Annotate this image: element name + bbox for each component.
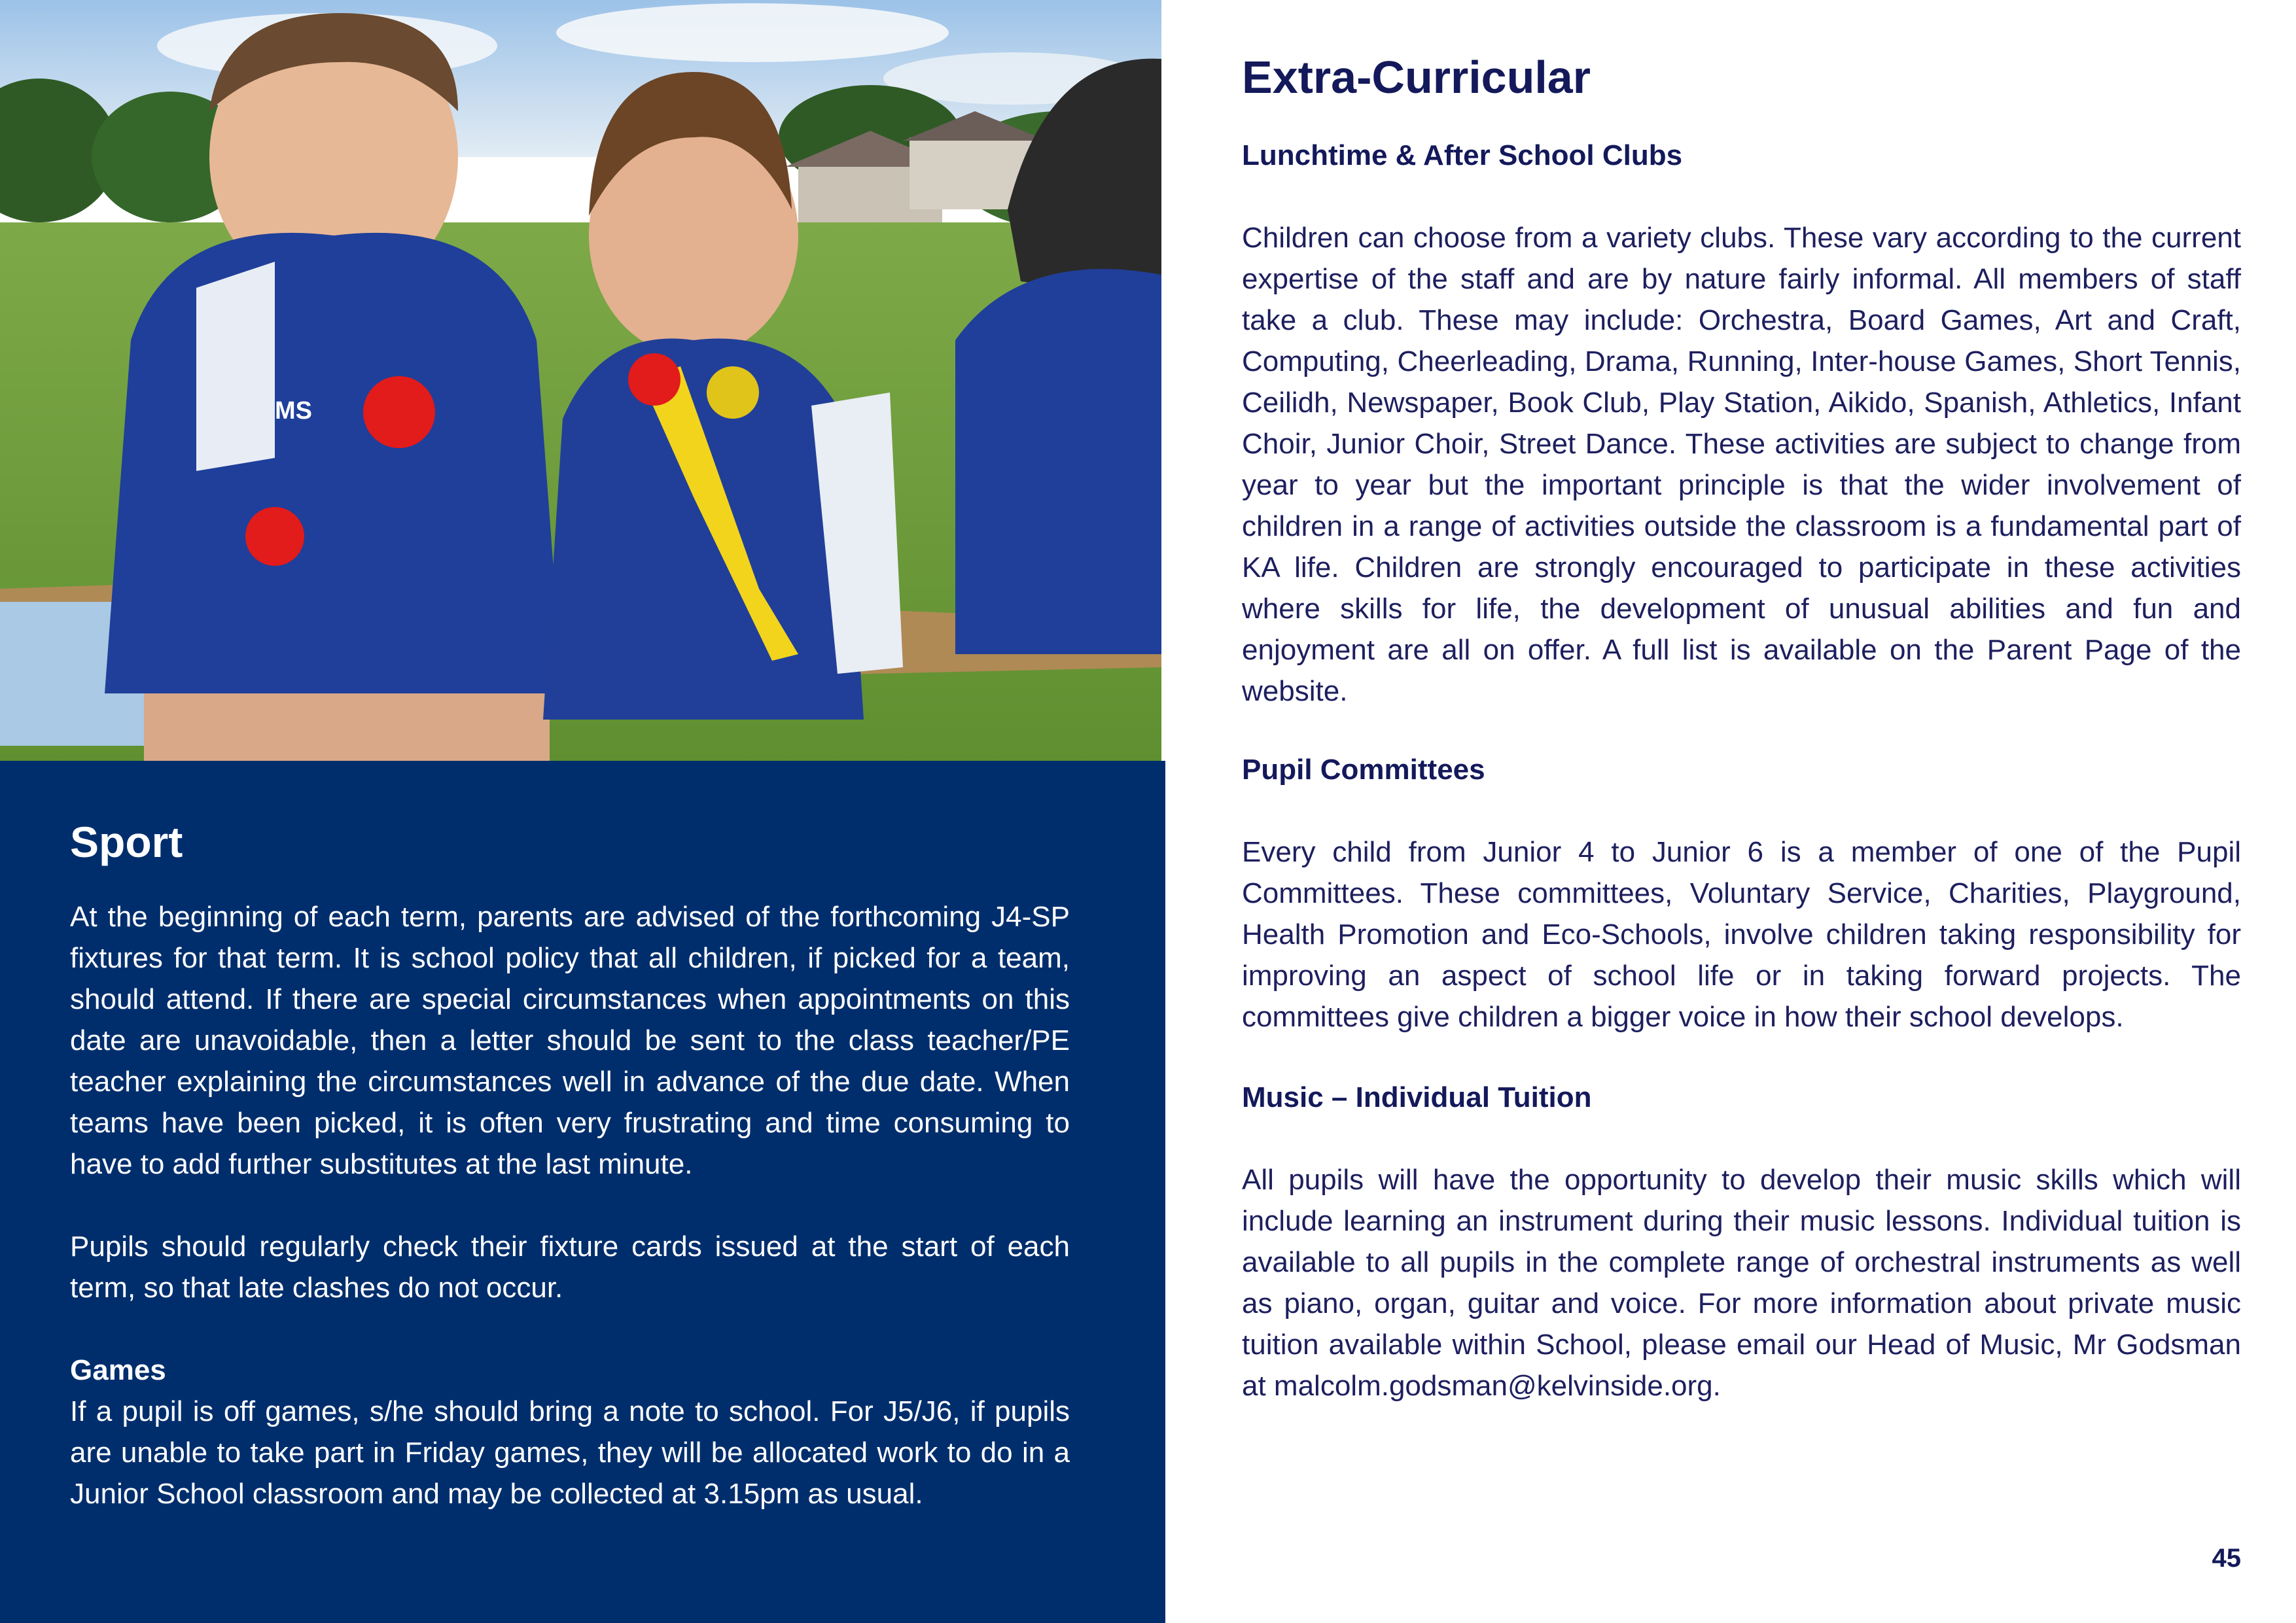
clubs-heading: Lunchtime & After School Clubs — [1242, 139, 1683, 171]
sport-body — [70, 896, 1070, 1514]
committees-text: Every child from Junior 4 to Junior 6 is a member of one of the Pupil Committees. These committees, Voluntary Service, Charities, Playground, Health Promotion and Eco-Schools, involve children taking responsibility for improving an aspect of school life or in taking forward projects. The committees give children a bigger voice in how their school develops. — [1242, 836, 2241, 1033]
committees-heading: Pupil Committees — [1242, 754, 1485, 786]
sport-paragraph: At the beginning of each term, parents are advised of the forthcoming J4-SP fixtures for that term. It is school policy that all children, if picked for a team, should attend. If there are special circumstances when appointments on this date are unavoidable, then a letter should be sent to the class teacher/PE teacher explaining the circumstances well in advance of the due date. When teams have been picked, it is often very frustrating and time consuming to have to add further substitutes at the last minute. — [70, 901, 1070, 1180]
sport-heading: Sport — [70, 818, 183, 866]
sport-panel — [0, 761, 1165, 1623]
music-heading: Music – Individual Tuition — [1242, 1081, 1592, 1113]
shirt-text: MS — [275, 397, 312, 425]
games-text: If a pupil is off games, s/he should bring a note to school. For J5/J6, if pupils are unable to take part in Friday games, they will be allocated work to do in a Junior School classroom and may be collected at 3.15pm as usual. — [70, 1395, 1070, 1510]
games-section — [70, 1350, 1070, 1514]
page-number: 45 — [2212, 1544, 2241, 1573]
games-heading: Games — [70, 1354, 166, 1386]
extra-curricular-heading: Extra-Curricular — [1242, 52, 1591, 103]
sports-day-photo — [0, 0, 1161, 761]
music-text: All pupils will have the opportunity to develop their music skills which will include learning an instrument during their music lessons. Individual tuition is available to all pupils in the complete range of orchestral instruments as well as piano, organ, guitar and voice. For more information about private music tuition available within School, please email our Head of Music, Mr Godsman at malcolm.godsman@kelvinside.org. — [1242, 1164, 2241, 1402]
sport-paragraph: Pupils should regularly check their fixture cards issued at the start of each term, so that late clashes do not occur. — [70, 1230, 1070, 1304]
clubs-text: Children can choose from a variety clubs. These vary according to the current expertise of the staff and are by nature fairly informal. All members of staff take a club. These may include: Orchestra, Board Games, Art and Craft, Computing, Cheerleading, Drama, Running, Inter-house Games, Short Tennis, Ceilidh, Newspaper, Book Club, Play Station, Aikido, Spanish, Athletics, Infant Choir, Junior Choir, Street Dance. These activities are subject to change from year to year but the important principle is that the wider involvement of children in a range of activities outside the classroom is a fundamental part of KA life. Children are strongly encouraged to participate in these activities where skills for life, the development of unusual abilities and fun and enjoyment are all on offer. A full list is available on the Parent Page of the website. — [1242, 222, 2241, 707]
